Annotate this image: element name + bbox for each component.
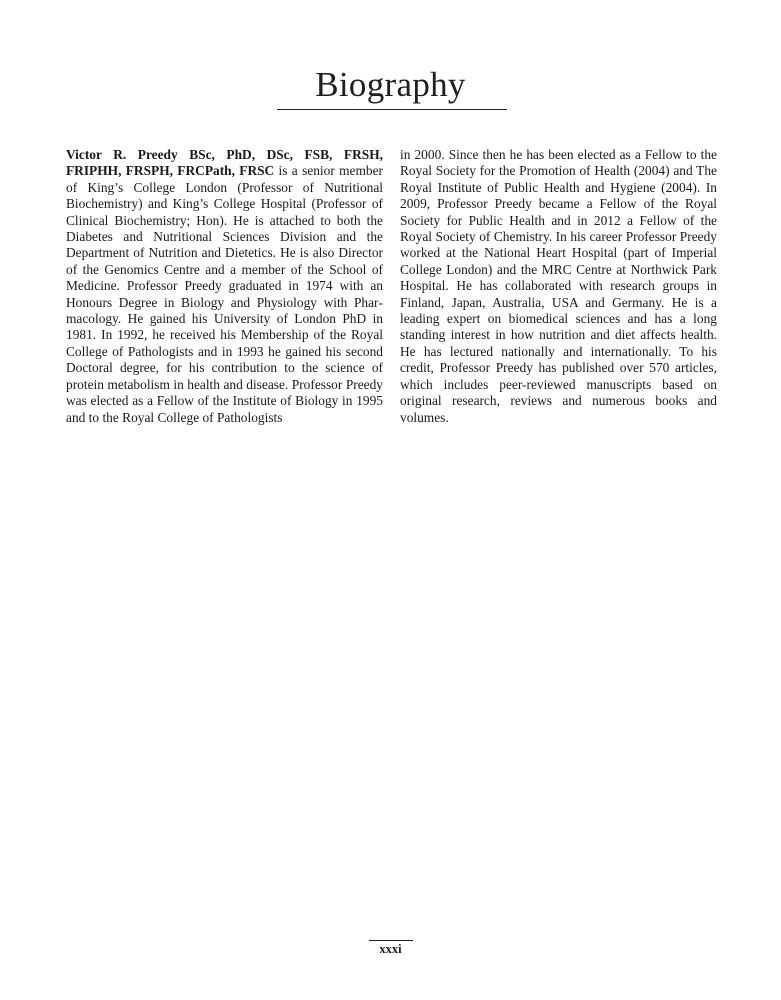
title-underline [277, 109, 507, 110]
biography-column-right [400, 147, 717, 426]
biography-paragraph-left [66, 147, 383, 426]
biography-text-left: is a senior member of King’s College London (Professor of Nutritional Biochemistry) and King’s College Hospital (Professor of Clinical Biochemistry; Hon). He is attached to both the Diabetes and Nutritional Sciences Division and the Department of Nutrition and Dietetics. He is also Director of the Genomics Centre and a member of the School of Medicine. Professor Preedy graduated in 1974 with an Honours Degree in Biology and Physiology with Pharmacology. He gained his University of London PhD in 1981. In 1992, he received his Membership of the Royal College of Pathologists and in 1993 he gained his second Doctoral degree, for his contribution to the science of protein metabolism in health and disease. Professor Preedy was elected as a Fellow of the Institute of Biology in 1995 and to the Royal College of Pathologists [66, 163, 383, 425]
page-title: Biography [315, 65, 466, 104]
author-name: Victor R. Preedy BSc, PhD, DSc, FSB, FRSH, FRIPHH, FRSPH, FRCPath, FRSC [66, 147, 383, 179]
biography-text-right: in 2000. Since then he has been elected as a Fellow to the Royal Society for the Promotion of Health (2004) and The Royal Institute of Public Health and Hygiene (2004). In 2009, Professor Preedy became a Fellow of the Royal Society for Public Health and in 2012 a Fellow of the Royal Society of Chemistry. In his career Professor Preedy worked at the National Heart Hospital (part of Imperial College London) and the MRC Centre at Northwick Park Hospital. He has collaborated with research groups in Finland, Japan, Australia, USA and Germany. He is a leading expert on biomedical sciences and has a long standing interest in how nutrition and diet affects health. He has lectured nationally and internationally. To his credit, Professor Preedy has published over 570 articles, which includes peer-reviewed manuscripts based on original research, reviews and numerous books and volumes. [400, 147, 717, 425]
footer-rule [369, 940, 413, 941]
biography-column-left [66, 147, 383, 426]
page-number: xxxi [379, 942, 402, 956]
